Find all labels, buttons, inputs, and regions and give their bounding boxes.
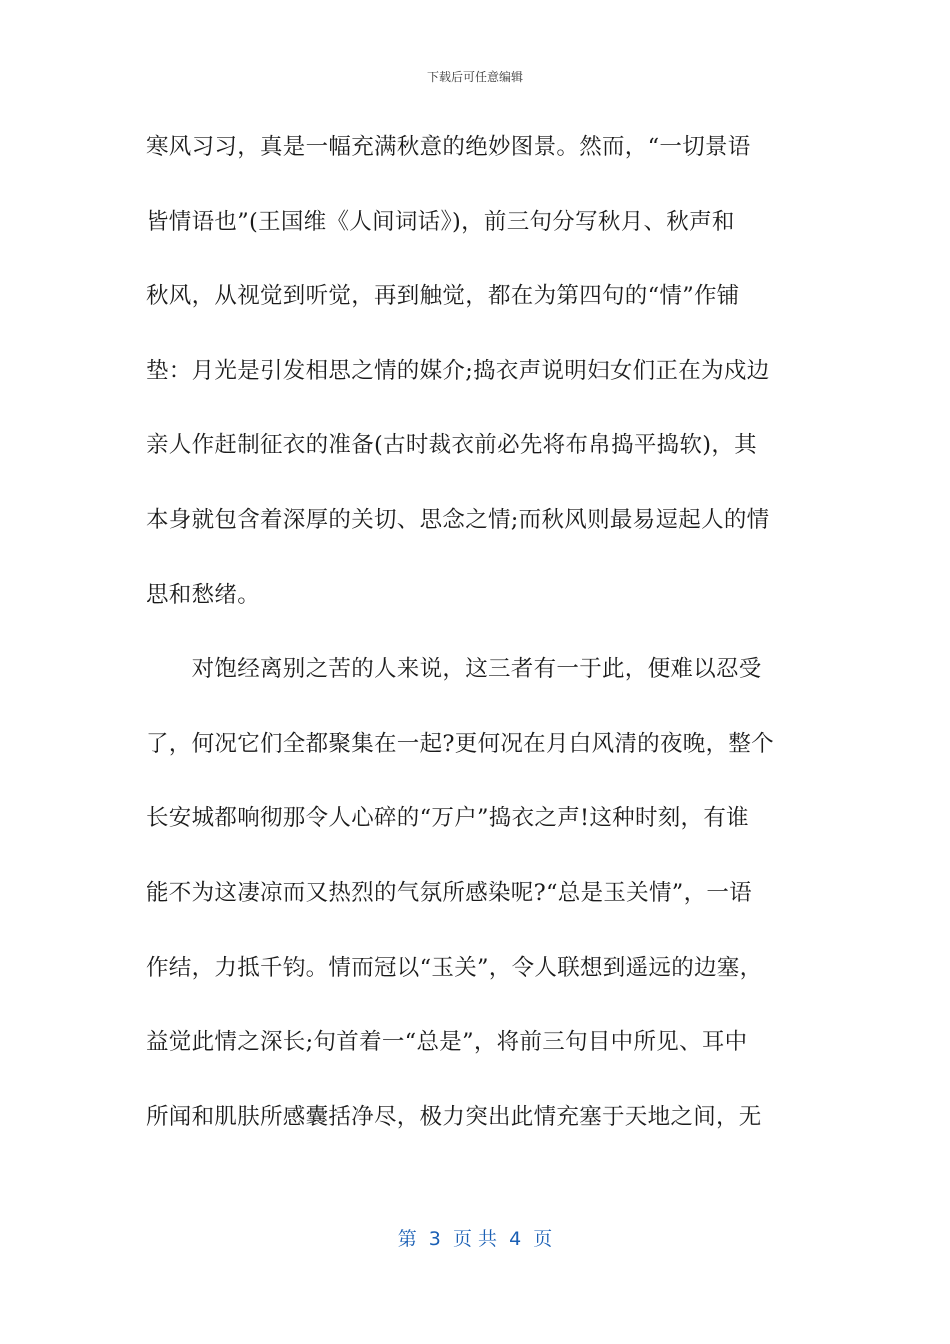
text-line-5: 亲人作赶制征衣的准备(古时裁衣前必先将布帛捣平捣软)，其 bbox=[146, 432, 757, 459]
text-line-4: 垫：月光是引发相思之情的媒介;捣衣声说明妇女们正在为戍边 bbox=[146, 357, 770, 384]
page-number-footer: 第 3 页 共 4 页 bbox=[397, 1228, 553, 1250]
text-line-14: 所闻和肌肤所感囊括净尽，极力突出此情充塞于天地之间，无 bbox=[146, 1103, 762, 1130]
body-text bbox=[146, 110, 804, 1154]
text-line-1: 寒风习习，真是一幅充满秋意的绝妙图景。然而，“一切景语 bbox=[146, 134, 751, 160]
page-header: 下载后可任意编辑 bbox=[426, 70, 523, 84]
text-line-11: 能不为这凄凉而又热烈的气氛所感染呢?“总是玉关情”，一语 bbox=[146, 879, 752, 906]
text-line-2: 皆情语也”(王国维《人间词话》)，前三句分写秋月、秋声和 bbox=[146, 208, 735, 235]
text-line-12: 作结，力抵千钧。情而冠以“玉关”，令人联想到遥远的边塞， bbox=[146, 954, 763, 981]
text-line-7: 思和愁绪。 bbox=[146, 581, 261, 608]
text-line-3: 秋风，从视觉到听觉，再到触觉，都在为第四句的“情”作铺 bbox=[146, 283, 740, 310]
text-line-9: 了，何况它们全都聚集在一起?更何况在月白风清的夜晚，整个 bbox=[146, 730, 774, 757]
text-line-8: 对饱经离别之苦的人来说，这三者有一于此，便难以忍受 bbox=[146, 656, 762, 683]
text-line-10: 长安城都响彻那令人心碎的“万户”捣衣之声!这种时刻，有谁 bbox=[146, 805, 749, 832]
text-line-6: 本身就包含着深厚的关切、思念之情;而秋风则最易逗起人的情 bbox=[146, 506, 770, 533]
text-line-13: 益觉此情之深长;句首着一“总是”，将前三句目中所见、耳中 bbox=[146, 1029, 748, 1056]
